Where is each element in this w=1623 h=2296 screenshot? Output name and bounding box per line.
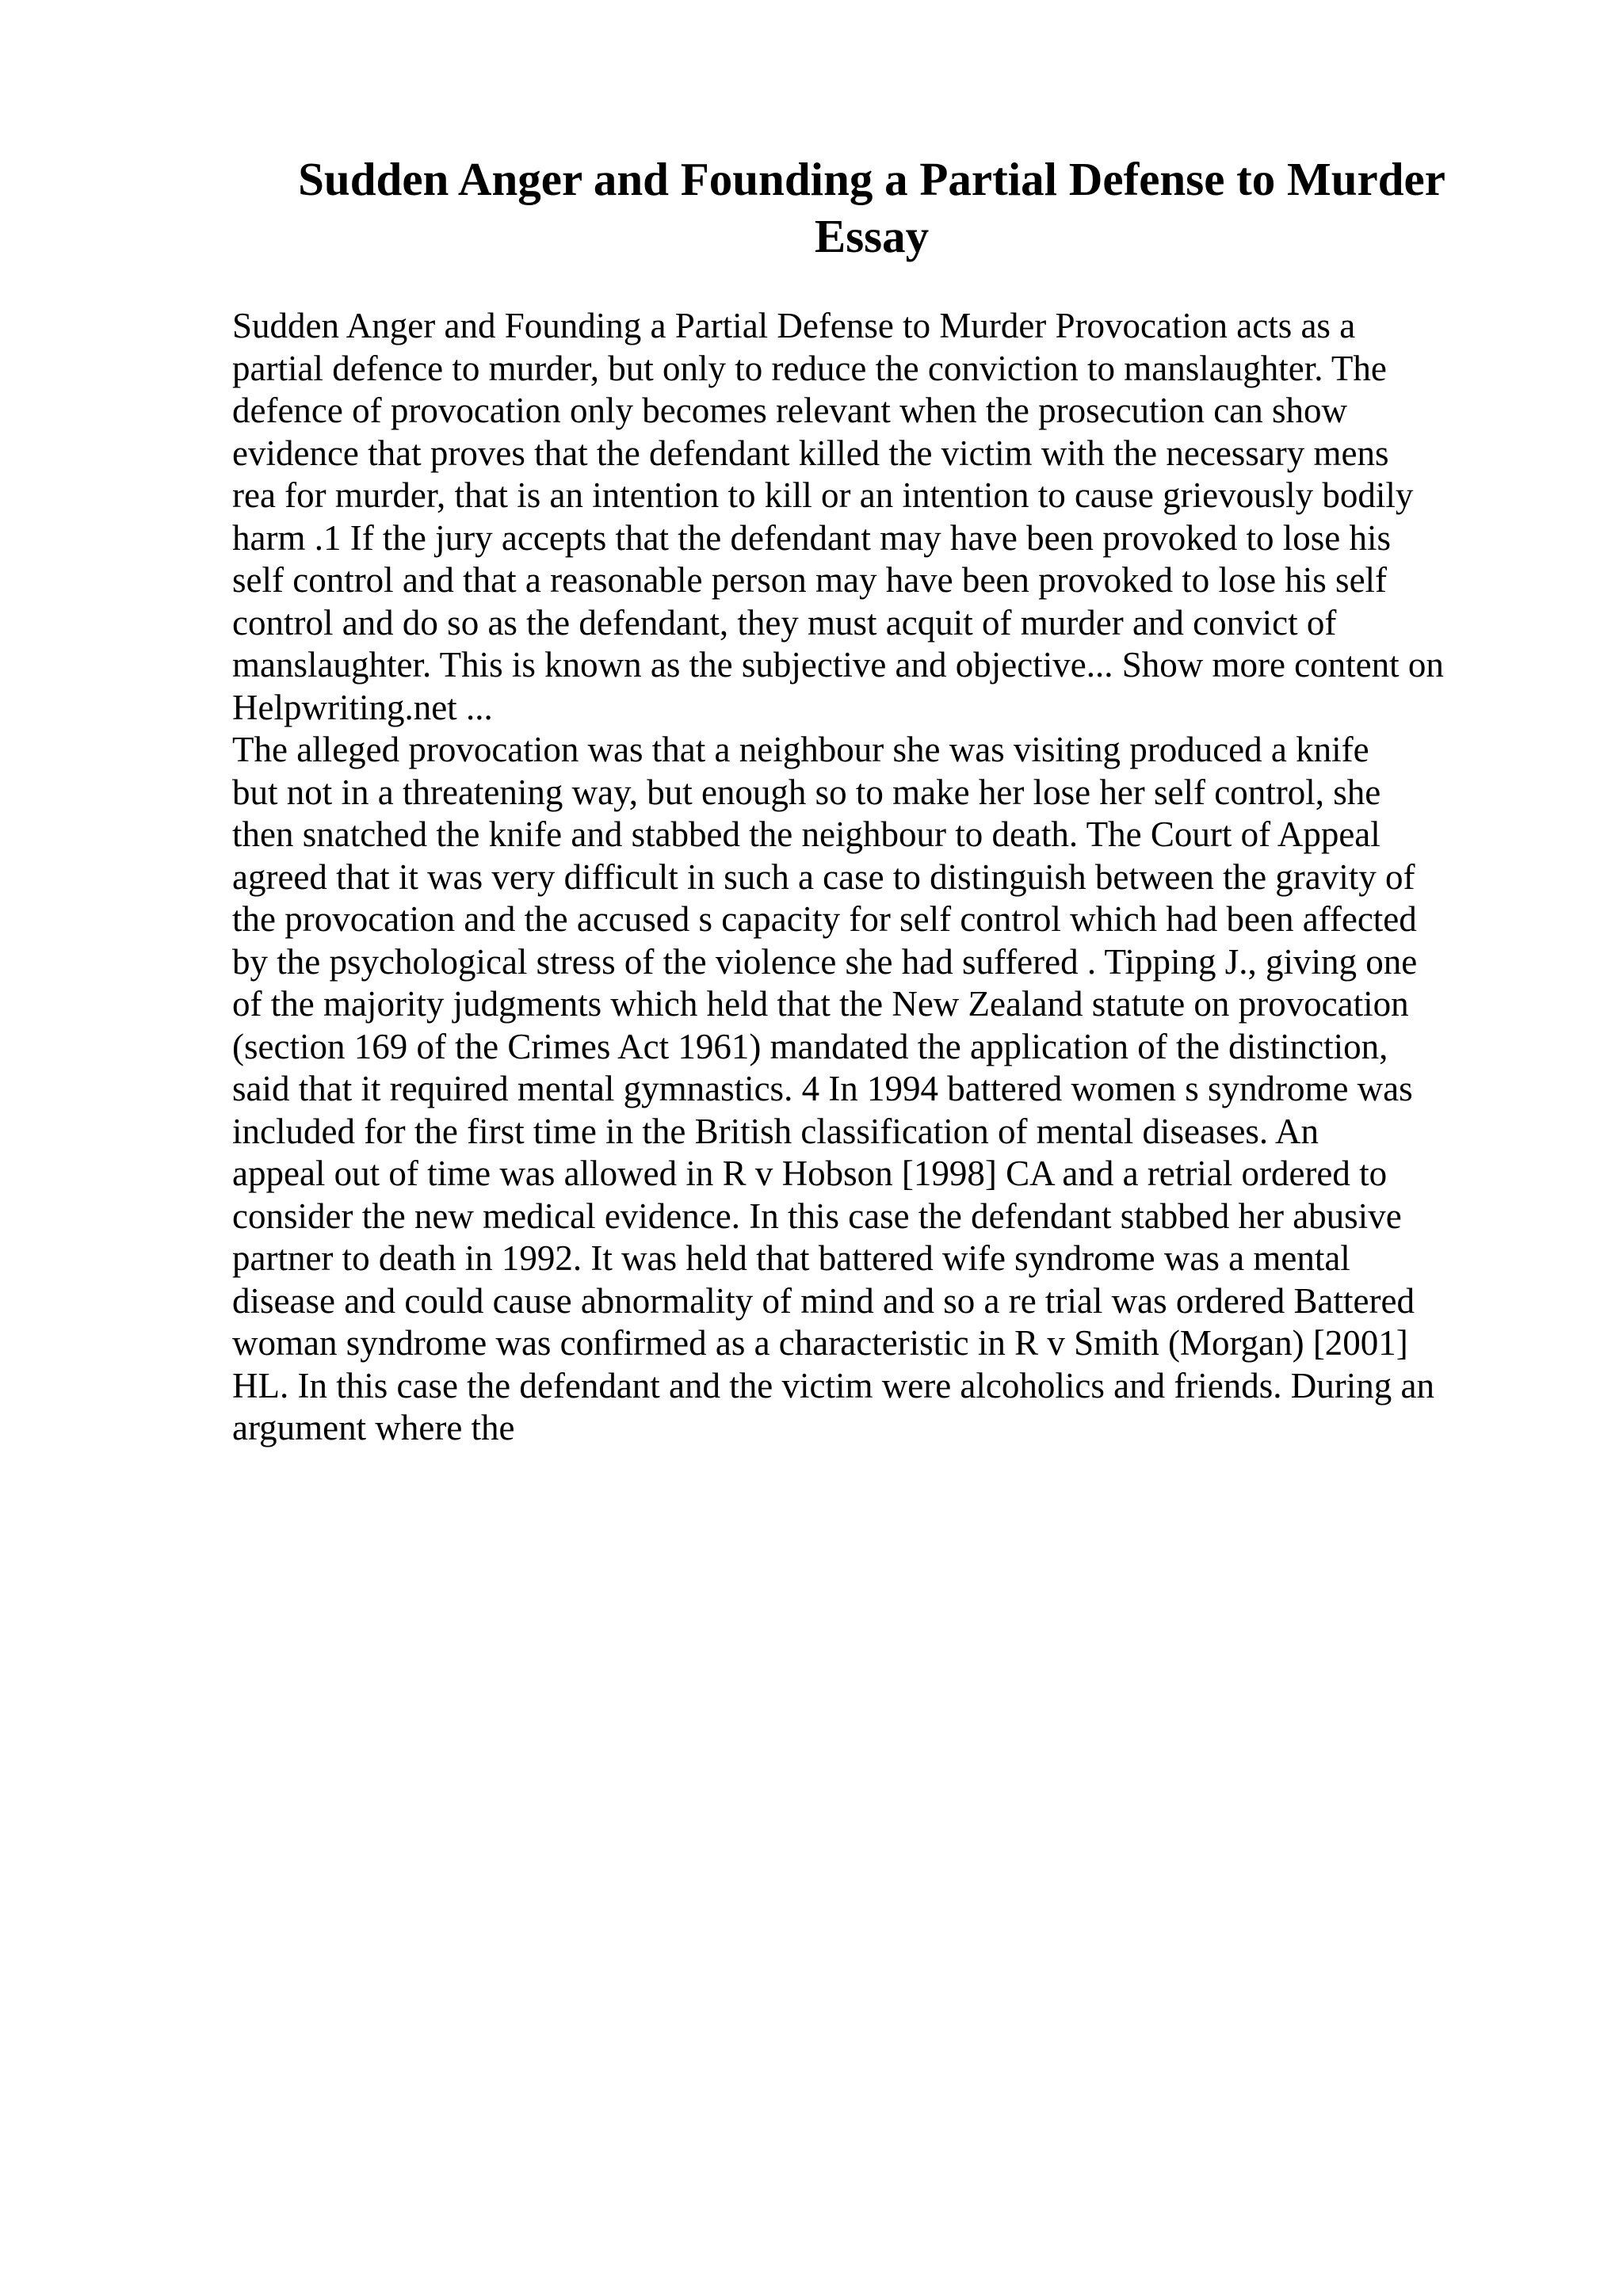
body-text-line: self control and that a reasonable person may have been provoked to lose his self <box>232 560 1388 600</box>
body-text-line: then snatched the knife and stabbed the neighbour to death. The Court of Appeal <box>232 814 1381 854</box>
title-line: Essay <box>814 210 930 262</box>
body-text-line: partner to death in 1992. It was held that battered wife syndrome was a mental <box>232 1238 1350 1278</box>
body-text-line: the provocation and the accused s capacity for self control which had been affected <box>232 899 1417 939</box>
body-text-line: partial defence to murder, but only to reduce the conviction to manslaughter. The <box>232 348 1387 388</box>
body-text-line: woman syndrome was confirmed as a characteristic in R v Smith (Morgan) [2001] <box>232 1323 1408 1363</box>
document-title <box>230 151 1514 265</box>
body-text-line: rea for murder, that is an intention to kill or an intention to cause grievously bodily <box>232 475 1414 515</box>
body-text-line: defence of provocation only becomes relevant when the prosecution can show <box>232 391 1347 430</box>
body-text-line: Sudden Anger and Founding a Partial Defense to Murder Provocation acts as a <box>232 306 1356 345</box>
body-text-line: The alleged provocation was that a neighbour she was visiting produced a knife <box>232 730 1369 769</box>
body-text-line: control and do so as the defendant, they must acquit of murder and convict of <box>232 602 1337 643</box>
body-text-line: included for the first time in the British classification of mental diseases. An <box>232 1111 1319 1151</box>
body-text-line: agreed that it was very difficult in such a case to distinguish between the gravity of <box>232 856 1415 897</box>
title-line: Sudden Anger and Founding a Partial Defense to Murder <box>298 153 1445 205</box>
body-text-line: harm .1 If the jury accepts that the defendant may have been provoked to lose his <box>232 517 1391 558</box>
body-text-line: disease and could cause abnormality of mind and so a re trial was ordered Battered <box>232 1280 1415 1321</box>
body-text-line: argument where the <box>232 1408 515 1447</box>
document-body <box>232 305 1516 1450</box>
body-text-line: HL. In this case the defendant and the victim were alcoholics and friends. During an <box>232 1365 1434 1405</box>
body-text-line: consider the new medical evidence. In this case the defendant stabbed her abusive <box>232 1196 1402 1236</box>
body-text-line: evidence that proves that the defendant killed the victim with the necessary mens <box>232 433 1389 473</box>
body-text-line: Helpwriting.net ... <box>232 687 493 727</box>
body-text-line: of the majority judgments which held that the New Zealand statute on provocation <box>232 984 1409 1024</box>
body-text-line: by the psychological stress of the violence she had suffered . Tipping J., giving one <box>232 941 1418 982</box>
body-text-line: appeal out of time was allowed in R v Hobson [1998] CA and a retrial ordered to <box>232 1154 1388 1193</box>
body-text-line: said that it required mental gymnastics. 4 In 1994 battered women s syndrome was <box>232 1069 1413 1108</box>
body-text-line: (section 169 of the Crimes Act 1961) mandated the application of the distinction, <box>232 1026 1388 1066</box>
body-text-line: but not in a threatening way, but enough so to make her lose her self control, she <box>232 772 1381 812</box>
body-text-line: manslaughter. This is known as the subjective and objective... Show more content on <box>232 645 1444 685</box>
